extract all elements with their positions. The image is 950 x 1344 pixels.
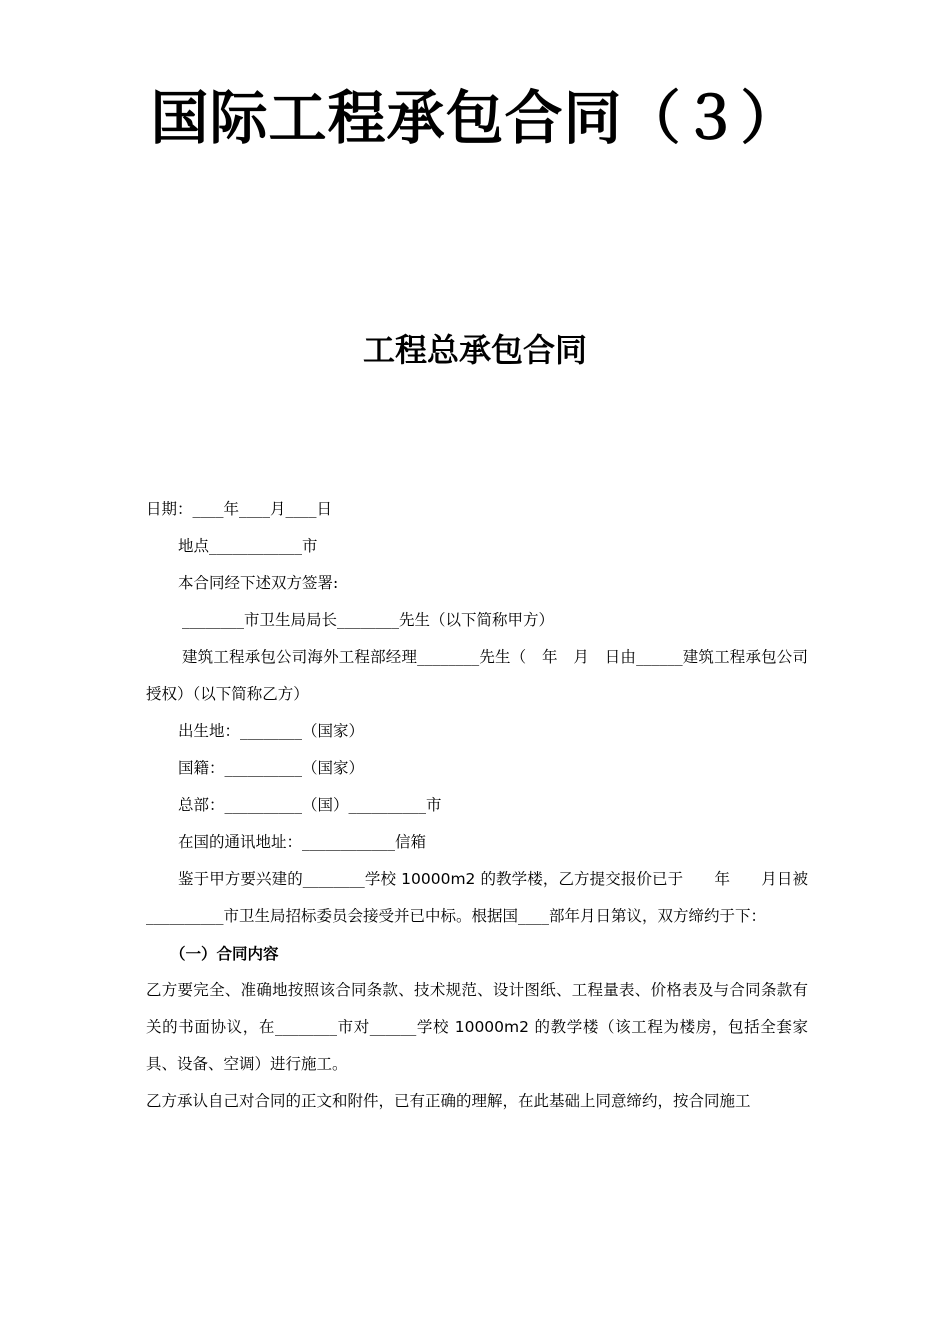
nationality-line: 国籍：__________（国家） [178, 759, 365, 777]
whereas-area: 10000m2 [401, 870, 476, 888]
section-heading: （一）合同内容 [170, 944, 279, 963]
signed-intro: 本合同经下述双方签署: [178, 574, 339, 592]
party-a: ________市卫生局局长________先生（以下简称甲方） [182, 611, 555, 629]
date-line: 日期：____年____月____日 [146, 500, 333, 518]
document-main-title: 国际工程承包合同（３） [150, 84, 800, 152]
headquarters-line: 总部：__________（国）__________市 [178, 796, 442, 814]
birthplace-line: 出生地：________（国家） [178, 722, 365, 740]
whereas-text-1: 鉴于甲方要兴建的________学校 [178, 870, 397, 888]
contract-body [146, 491, 808, 1120]
content-area: 10000m2 [454, 1018, 529, 1036]
contract-title: 工程总承包合同 [362, 331, 587, 369]
whereas-text-2: 的教学楼，乙方提交报价已于 年 月日被__________市卫生局招标委员会接受并已中标。根据国____部年月日第议，双方缔约于下： [146, 870, 808, 925]
mailbox-line: 在国的通讯地址：____________信箱 [178, 833, 427, 851]
whereas-paragraph [146, 861, 808, 935]
party-b: 建筑工程承包公司海外工程部经理________先生（ 年 月 日由______建筑工程承包公司授权）（以下简称乙方） [146, 648, 808, 703]
place-line: 地点____________市 [178, 537, 318, 555]
content-paragraph-2: 乙方承认自己对合同的正文和附件，已有正确的理解，在此基础上同意缔约，按合同施工 [146, 1092, 751, 1110]
content-text-1a: 乙方要完全、准确地按照该合同条款、技术规范、设计图纸、工程量表、价格表及与合同条款有关的书面协议，在________市对______学校 [146, 981, 808, 1036]
content-text-1b: 的教学楼（该工程为楼房，包括全套家具、设备、空调）进行施工。 [146, 1018, 808, 1073]
content-paragraph-1 [146, 972, 808, 1083]
